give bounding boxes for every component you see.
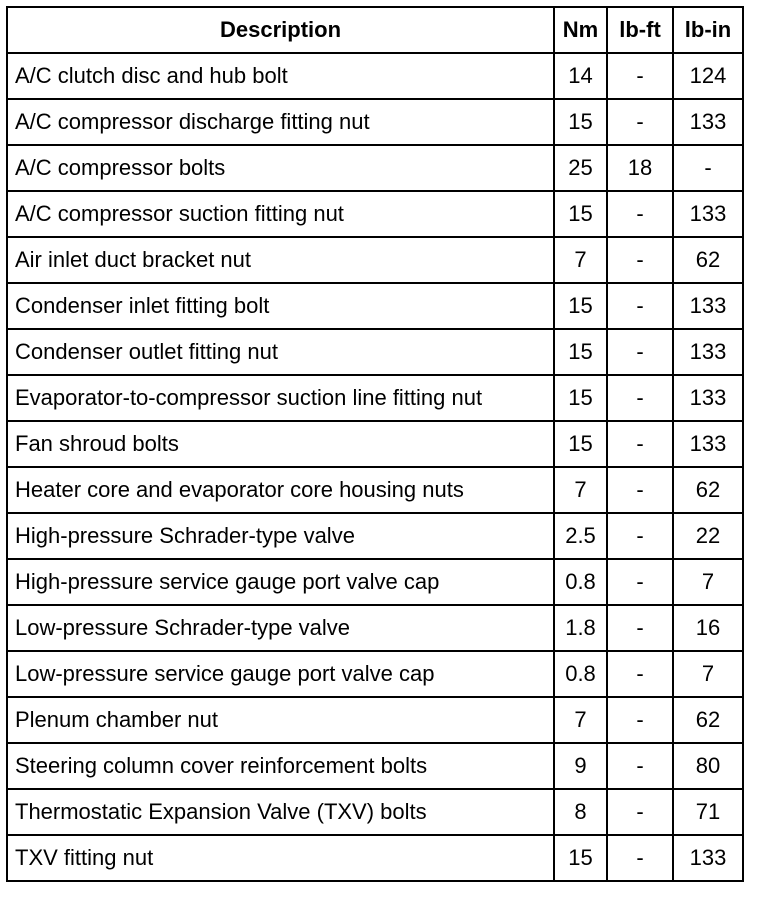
cell-lb-in: 133 xyxy=(673,191,743,237)
table-row xyxy=(7,421,743,467)
table-row xyxy=(7,145,743,191)
cell-nm: 15 xyxy=(554,283,607,329)
table-row xyxy=(7,467,743,513)
cell-description: TXV fitting nut xyxy=(7,835,554,881)
cell-nm: 7 xyxy=(554,467,607,513)
header-lb-in: lb-in xyxy=(673,7,743,53)
cell-nm: 7 xyxy=(554,237,607,283)
table-row xyxy=(7,789,743,835)
cell-nm: 9 xyxy=(554,743,607,789)
cell-lb-in: 133 xyxy=(673,375,743,421)
cell-description: Low-pressure service gauge port valve cap xyxy=(7,651,554,697)
table-row xyxy=(7,53,743,99)
table-row xyxy=(7,605,743,651)
cell-description: Air inlet duct bracket nut xyxy=(7,237,554,283)
cell-nm: 14 xyxy=(554,53,607,99)
cell-lb-in: 22 xyxy=(673,513,743,559)
cell-lb-in: 133 xyxy=(673,421,743,467)
cell-lb-in: 16 xyxy=(673,605,743,651)
cell-lb-ft: - xyxy=(607,467,673,513)
cell-lb-ft: - xyxy=(607,99,673,145)
cell-description: A/C clutch disc and hub bolt xyxy=(7,53,554,99)
cell-description: Fan shroud bolts xyxy=(7,421,554,467)
cell-lb-ft: - xyxy=(607,421,673,467)
cell-description: A/C compressor bolts xyxy=(7,145,554,191)
cell-lb-in: - xyxy=(673,145,743,191)
table-row xyxy=(7,99,743,145)
cell-description: Heater core and evaporator core housing nuts xyxy=(7,467,554,513)
table-row xyxy=(7,329,743,375)
cell-lb-ft: - xyxy=(607,329,673,375)
header-row xyxy=(7,7,743,53)
cell-description: Condenser outlet fitting nut xyxy=(7,329,554,375)
cell-lb-ft: - xyxy=(607,283,673,329)
cell-lb-ft: - xyxy=(607,789,673,835)
cell-lb-in: 124 xyxy=(673,53,743,99)
cell-lb-in: 7 xyxy=(673,559,743,605)
cell-nm: 8 xyxy=(554,789,607,835)
cell-lb-in: 133 xyxy=(673,99,743,145)
cell-lb-in: 62 xyxy=(673,697,743,743)
cell-description: High-pressure service gauge port valve cap xyxy=(7,559,554,605)
cell-description: A/C compressor discharge fitting nut xyxy=(7,99,554,145)
cell-description: Low-pressure Schrader-type valve xyxy=(7,605,554,651)
cell-lb-in: 80 xyxy=(673,743,743,789)
table-body xyxy=(7,53,743,881)
table-header xyxy=(7,7,743,53)
table-row xyxy=(7,513,743,559)
cell-nm: 15 xyxy=(554,99,607,145)
cell-lb-in: 71 xyxy=(673,789,743,835)
cell-lb-ft: - xyxy=(607,651,673,697)
cell-lb-in: 133 xyxy=(673,283,743,329)
cell-nm: 7 xyxy=(554,697,607,743)
header-lb-ft: lb-ft xyxy=(607,7,673,53)
cell-lb-in: 7 xyxy=(673,651,743,697)
table-row xyxy=(7,697,743,743)
cell-description: Condenser inlet fitting bolt xyxy=(7,283,554,329)
table-row xyxy=(7,375,743,421)
cell-lb-ft: - xyxy=(607,743,673,789)
cell-description: High-pressure Schrader-type valve xyxy=(7,513,554,559)
cell-lb-in: 62 xyxy=(673,467,743,513)
cell-lb-in: 133 xyxy=(673,835,743,881)
cell-lb-ft: - xyxy=(607,835,673,881)
table-row xyxy=(7,283,743,329)
cell-description: A/C compressor suction fitting nut xyxy=(7,191,554,237)
cell-lb-ft: - xyxy=(607,559,673,605)
cell-description: Plenum chamber nut xyxy=(7,697,554,743)
cell-nm: 0.8 xyxy=(554,651,607,697)
table-row xyxy=(7,191,743,237)
table-row xyxy=(7,651,743,697)
cell-nm: 1.8 xyxy=(554,605,607,651)
cell-nm: 2.5 xyxy=(554,513,607,559)
cell-lb-in: 133 xyxy=(673,329,743,375)
cell-nm: 0.8 xyxy=(554,559,607,605)
cell-lb-ft: 18 xyxy=(607,145,673,191)
cell-nm: 15 xyxy=(554,375,607,421)
cell-nm: 15 xyxy=(554,421,607,467)
cell-lb-ft: - xyxy=(607,697,673,743)
cell-description: Thermostatic Expansion Valve (TXV) bolts xyxy=(7,789,554,835)
cell-lb-in: 62 xyxy=(673,237,743,283)
cell-nm: 15 xyxy=(554,329,607,375)
table-row xyxy=(7,835,743,881)
cell-description: Steering column cover reinforcement bolts xyxy=(7,743,554,789)
cell-lb-ft: - xyxy=(607,53,673,99)
table-row xyxy=(7,237,743,283)
cell-nm: 25 xyxy=(554,145,607,191)
header-description: Description xyxy=(7,7,554,53)
header-nm: Nm xyxy=(554,7,607,53)
torque-spec-table xyxy=(6,6,744,882)
cell-lb-ft: - xyxy=(607,605,673,651)
table-row xyxy=(7,743,743,789)
cell-lb-ft: - xyxy=(607,191,673,237)
cell-lb-ft: - xyxy=(607,237,673,283)
cell-lb-ft: - xyxy=(607,513,673,559)
cell-lb-ft: - xyxy=(607,375,673,421)
cell-nm: 15 xyxy=(554,835,607,881)
cell-description: Evaporator-to-compressor suction line fitting nut xyxy=(7,375,554,421)
table-row xyxy=(7,559,743,605)
cell-nm: 15 xyxy=(554,191,607,237)
